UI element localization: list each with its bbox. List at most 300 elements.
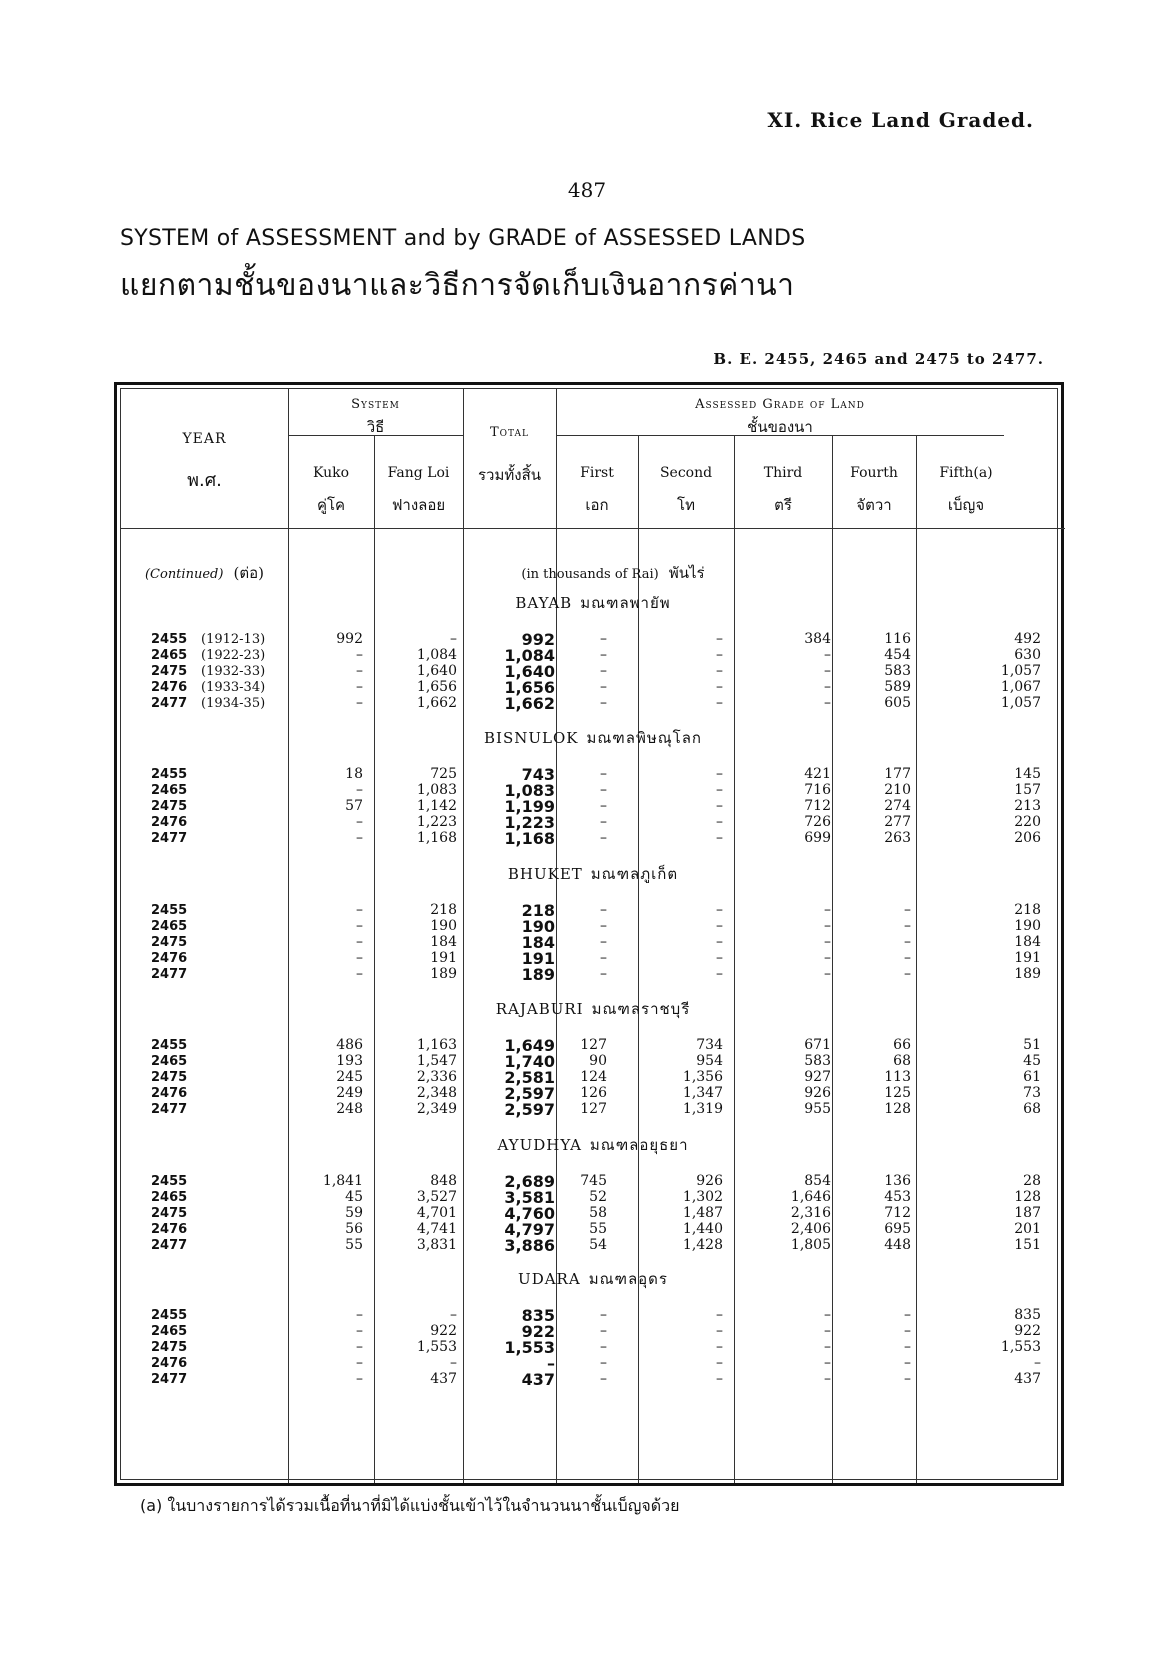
cell-fifth: 492 [1014, 631, 1041, 647]
cell-second: – [716, 647, 723, 663]
cell-fangloi: 437 [430, 1371, 457, 1387]
cell-second: 926 [696, 1173, 723, 1189]
cell-kuko: – [356, 695, 363, 711]
cell-year: 2475 [151, 1340, 188, 1355]
cell-first: 90 [589, 1053, 607, 1069]
table-row [121, 798, 1065, 815]
cell-fangloi: 1,163 [416, 1037, 457, 1053]
table-row [121, 631, 1065, 648]
region-name-en: BISNULOK [484, 729, 579, 747]
cell-kuko: 248 [336, 1101, 363, 1117]
cell-third: 926 [804, 1085, 831, 1101]
cell-fifth: 206 [1014, 830, 1041, 846]
region-name-thai: มณฑลอุดร [588, 1270, 668, 1288]
region-name-en: BHUKET [507, 865, 583, 883]
cell-third: 1,805 [790, 1237, 831, 1253]
cell-fangloi: 3,831 [416, 1237, 457, 1253]
cell-total: 1,649 [504, 1036, 555, 1055]
cell-second: – [716, 1307, 723, 1323]
cell-kuko: – [356, 918, 363, 934]
cell-total: 189 [521, 965, 555, 984]
cell-year: 2476 [151, 815, 188, 830]
unit-note-thai: พันไร่ [668, 564, 705, 582]
cell-third: – [824, 1323, 831, 1339]
region-name-thai: มณฑลพิษณุโลก [586, 729, 702, 747]
region-name-thai: มณฑลพายัพ [580, 594, 671, 612]
cell-fifth: 220 [1014, 814, 1041, 830]
region-name-en: BAYAB [515, 594, 573, 612]
cell-fifth: 437 [1014, 1371, 1041, 1387]
region-name [121, 591, 1065, 615]
cell-fifth: 922 [1014, 1323, 1041, 1339]
cell-year: 2477 [151, 831, 188, 846]
cell-year: 2465 [151, 648, 188, 663]
table-row [121, 1323, 1065, 1340]
cell-kuko: 249 [336, 1085, 363, 1101]
cell-kuko: 56 [345, 1221, 363, 1237]
page-number: 487 [567, 178, 607, 202]
cell-kuko: 992 [336, 631, 363, 647]
assessed-header: Assessed Grade of Land [695, 397, 865, 412]
cell-third: 583 [804, 1053, 831, 1069]
footnote: (a) ในบางรายการได้รวมเนื้อที่นาที่มิได้แบ่งชั้นเข้าไว้ในจำนวนนาชั้นเบ็ญจด้วย [140, 1496, 680, 1515]
cell-first: – [600, 663, 607, 679]
cell-first: – [600, 814, 607, 830]
second-header: Second [659, 465, 713, 481]
cell-year: 2477 [151, 696, 188, 711]
cell-second: – [716, 966, 723, 982]
cell-fifth: 151 [1014, 1237, 1041, 1253]
cell-kuko: – [356, 966, 363, 982]
table-row [121, 830, 1065, 847]
region-name-thai: มณฑลอยุธยา [589, 1136, 689, 1154]
cell-fifth: 190 [1014, 918, 1041, 934]
system-header: System [351, 397, 400, 412]
fifth-header: Fifth(a) [939, 465, 993, 481]
fangloi-header: Fang Loi [387, 465, 450, 481]
cell-first: – [600, 1355, 607, 1371]
cell-year: 2476 [151, 1086, 188, 1101]
cell-second: – [716, 830, 723, 846]
cell-fifth: 213 [1014, 798, 1041, 814]
cell-total: 1,740 [504, 1052, 555, 1071]
page-title-thai: แยกตามชั้นของนาและวิธีการจัดเก็บเงินอากรค่านา [120, 268, 795, 303]
table-row [121, 679, 1065, 696]
cell-fourth: – [904, 1323, 911, 1339]
cell-third: 1,646 [790, 1189, 831, 1205]
cell-fourth: 68 [893, 1053, 911, 1069]
fourth-header-thai: จัตวา [856, 496, 892, 514]
cell-first: – [600, 1307, 607, 1323]
cell-fourth: – [904, 950, 911, 966]
table-row [121, 782, 1065, 799]
cell-fifth: 1,057 [1000, 663, 1041, 679]
second-header-thai: โท [677, 496, 695, 514]
cell-fourth: 589 [884, 679, 911, 695]
unit-note-text: (in thousands of Rai) [521, 567, 659, 582]
table-row [121, 934, 1065, 951]
table-row [121, 1189, 1065, 1206]
header-rule [121, 528, 1065, 529]
table-body [120, 388, 1058, 1480]
table-row [121, 663, 1065, 680]
cell-fangloi: 1,553 [416, 1339, 457, 1355]
section-heading: XI. Rice Land Graded. [767, 108, 1034, 132]
cell-second: – [716, 766, 723, 782]
cell-fifth: 218 [1014, 902, 1041, 918]
cell-third: 712 [804, 798, 831, 814]
cell-fourth: – [904, 918, 911, 934]
cell-fangloi: 848 [430, 1173, 457, 1189]
cell-greg: (1934-35) [201, 696, 266, 711]
cell-fifth: 835 [1014, 1307, 1041, 1323]
cell-total: 1,084 [504, 646, 555, 665]
cell-third: 421 [804, 766, 831, 782]
kuko-header: Kuko [312, 465, 350, 481]
cell-kuko: – [356, 1339, 363, 1355]
cell-fangloi: 4,701 [416, 1205, 457, 1221]
cell-first: 745 [580, 1173, 607, 1189]
cell-fourth: – [904, 1307, 911, 1323]
cell-second: – [716, 782, 723, 798]
cell-year: 2475 [151, 935, 188, 950]
cell-fourth: 125 [884, 1085, 911, 1101]
cell-second: 1,428 [682, 1237, 723, 1253]
cell-year: 2455 [151, 1038, 188, 1053]
cell-greg: (1912-13) [201, 632, 266, 647]
cell-fifth: 1,067 [1000, 679, 1041, 695]
cell-first: – [600, 647, 607, 663]
cell-fourth: 263 [884, 830, 911, 846]
cell-fourth: – [904, 966, 911, 982]
cell-third: – [824, 679, 831, 695]
table-row [121, 1339, 1065, 1356]
cell-fifth: 189 [1014, 966, 1041, 982]
cell-fangloi: 1,547 [416, 1053, 457, 1069]
cell-second: – [716, 934, 723, 950]
cell-kuko: 55 [345, 1237, 363, 1253]
cell-total: 922 [521, 1322, 555, 1341]
cell-first: – [600, 1371, 607, 1387]
cell-total: 1,662 [504, 694, 555, 713]
cell-third: – [824, 966, 831, 982]
cell-fangloi: 4,741 [416, 1221, 457, 1237]
system-header-thai: วิธี [366, 418, 385, 436]
cell-fangloi: 922 [430, 1323, 457, 1339]
cell-fifth: 45 [1023, 1053, 1041, 1069]
page-title: SYSTEM of ASSESSMENT and by GRADE of ASSESSED LANDS [120, 226, 806, 251]
cell-fourth: – [904, 934, 911, 950]
cell-fourth: 454 [884, 647, 911, 663]
cell-year: 2476 [151, 951, 188, 966]
cell-fourth: 116 [884, 631, 911, 647]
continued-text-thai: (ต่อ) [233, 564, 265, 582]
cell-third: – [824, 918, 831, 934]
cell-first: – [600, 782, 607, 798]
table-row [121, 1237, 1065, 1254]
cell-fourth: – [904, 1371, 911, 1387]
cell-fifth: 1,553 [1000, 1339, 1041, 1355]
cell-fifth: 128 [1014, 1189, 1041, 1205]
table-row [121, 918, 1065, 935]
cell-fourth: 274 [884, 798, 911, 814]
cell-fangloi: 725 [430, 766, 457, 782]
year-header: YEAR [182, 431, 227, 447]
cell-total: 4,760 [504, 1204, 555, 1223]
cell-third: 716 [804, 782, 831, 798]
cell-second: 954 [696, 1053, 723, 1069]
cell-fangloi: 184 [430, 934, 457, 950]
cell-kuko: – [356, 663, 363, 679]
cell-total: 184 [521, 933, 555, 952]
cell-kuko: – [356, 1355, 363, 1371]
cell-total: 1,640 [504, 662, 555, 681]
cell-fifth: 201 [1014, 1221, 1041, 1237]
cell-first: 126 [580, 1085, 607, 1101]
cell-fifth: 191 [1014, 950, 1041, 966]
cell-year: 2476 [151, 1356, 188, 1371]
cell-kuko: – [356, 782, 363, 798]
cell-fourth: 448 [884, 1237, 911, 1253]
cell-total: 1,083 [504, 781, 555, 800]
cell-fangloi: 1,640 [416, 663, 457, 679]
cell-first: – [600, 934, 607, 950]
cell-second: – [716, 663, 723, 679]
table-row [121, 1173, 1065, 1190]
cell-fourth: 453 [884, 1189, 911, 1205]
cell-fourth: 66 [893, 1037, 911, 1053]
cell-kuko: – [356, 1371, 363, 1387]
cell-first: – [600, 766, 607, 782]
cell-fourth: 583 [884, 663, 911, 679]
table-row [121, 950, 1065, 967]
cell-total: 1,656 [504, 678, 555, 697]
region-name-en: AYUDHYA [497, 1136, 582, 1154]
cell-fangloi: 191 [430, 950, 457, 966]
cell-second: – [716, 798, 723, 814]
cell-first: 127 [580, 1101, 607, 1117]
cell-first: 127 [580, 1037, 607, 1053]
cell-first: – [600, 966, 607, 982]
cell-fifth: 184 [1014, 934, 1041, 950]
cell-third: 726 [804, 814, 831, 830]
cell-fangloi: 2,336 [416, 1069, 457, 1085]
cell-third: – [824, 1355, 831, 1371]
cell-fourth: 113 [884, 1069, 911, 1085]
table-row [121, 1355, 1065, 1372]
cell-kuko: – [356, 814, 363, 830]
cell-fangloi: 2,349 [416, 1101, 457, 1117]
cell-fifth: 630 [1014, 647, 1041, 663]
cell-fifth: 51 [1023, 1037, 1041, 1053]
cell-total: 2,689 [504, 1172, 555, 1191]
cell-kuko: – [356, 1307, 363, 1323]
cell-fangloi: 3,527 [416, 1189, 457, 1205]
cell-third: 2,316 [790, 1205, 831, 1221]
table-row [121, 1101, 1065, 1118]
table-row [121, 966, 1065, 983]
fangloi-header-thai: ฟางลอย [391, 496, 446, 514]
cell-first: – [600, 902, 607, 918]
cell-second: 1,356 [682, 1069, 723, 1085]
cell-year: 2477 [151, 1102, 188, 1117]
cell-kuko: 59 [345, 1205, 363, 1221]
region-name-thai: มณฑลภูเก็ต [590, 865, 679, 883]
cell-first: – [600, 1339, 607, 1355]
cell-total: 1,199 [504, 797, 555, 816]
cell-fangloi: 1,656 [416, 679, 457, 695]
cell-third: – [824, 902, 831, 918]
cell-fourth: 128 [884, 1101, 911, 1117]
cell-first: – [600, 1323, 607, 1339]
cell-fangloi: 218 [430, 902, 457, 918]
data-table [114, 382, 1064, 1486]
period-label: B. E. 2455, 2465 and 2475 to 2477. [713, 350, 1044, 368]
cell-year: 2477 [151, 1238, 188, 1253]
cell-year: 2465 [151, 1054, 188, 1069]
table-row [121, 1037, 1065, 1054]
total-header: Total [489, 425, 530, 440]
cell-second: 1,347 [682, 1085, 723, 1101]
cell-third: – [824, 1339, 831, 1355]
table-row [121, 1371, 1065, 1388]
cell-year: 2477 [151, 967, 188, 982]
cell-third: – [824, 950, 831, 966]
cell-second: 1,319 [682, 1101, 723, 1117]
cell-fangloi: 1,142 [416, 798, 457, 814]
cell-second: 1,440 [682, 1221, 723, 1237]
cell-kuko: 45 [345, 1189, 363, 1205]
region-name [121, 862, 1065, 886]
cell-year: 2475 [151, 1070, 188, 1085]
cell-year: 2477 [151, 1372, 188, 1387]
cell-fangloi: 1,168 [416, 830, 457, 846]
continued-text: (Continued) [144, 567, 224, 582]
cell-total: 1,168 [504, 829, 555, 848]
table-row [121, 1085, 1065, 1102]
cell-year: 2455 [151, 1174, 188, 1189]
cell-total: 437 [521, 1370, 555, 1389]
cell-first: – [600, 950, 607, 966]
cell-first: – [600, 679, 607, 695]
cell-fifth: 157 [1014, 782, 1041, 798]
region-name [121, 997, 1065, 1021]
cell-third: – [824, 663, 831, 679]
cell-year: 2455 [151, 767, 188, 782]
cell-fangloi: – [450, 1355, 457, 1371]
cell-total: 2,597 [504, 1100, 555, 1119]
cell-fourth: 136 [884, 1173, 911, 1189]
cell-fangloi: 1,223 [416, 814, 457, 830]
cell-fifth: 73 [1023, 1085, 1041, 1101]
cell-total: 2,581 [504, 1068, 555, 1087]
cell-greg: (1932-33) [201, 664, 266, 679]
cell-kuko: 1,841 [322, 1173, 363, 1189]
cell-second: – [716, 1355, 723, 1371]
cell-year: 2455 [151, 632, 188, 647]
cell-kuko: 57 [345, 798, 363, 814]
cell-second: – [716, 1323, 723, 1339]
cell-kuko: – [356, 1323, 363, 1339]
cell-first: 124 [580, 1069, 607, 1085]
cell-kuko: 486 [336, 1037, 363, 1053]
cell-fangloi: 1,083 [416, 782, 457, 798]
cell-year: 2475 [151, 1206, 188, 1221]
cell-fangloi: 190 [430, 918, 457, 934]
region-name-en: RAJABURI [495, 1000, 584, 1018]
cell-kuko: 18 [345, 766, 363, 782]
cell-first: 54 [589, 1237, 607, 1253]
cell-fourth: 277 [884, 814, 911, 830]
cell-year: 2475 [151, 799, 188, 814]
region-name [121, 1133, 1065, 1157]
cell-third: – [824, 1307, 831, 1323]
cell-year: 2465 [151, 783, 188, 798]
cell-total: 4,797 [504, 1220, 555, 1239]
cell-fourth: – [904, 902, 911, 918]
cell-total: 191 [521, 949, 555, 968]
cell-first: 52 [589, 1189, 607, 1205]
cell-total: – [547, 1354, 555, 1373]
kuko-header-thai: คู่โค [316, 496, 346, 514]
cell-second: – [716, 1339, 723, 1355]
cell-second: 734 [696, 1037, 723, 1053]
cell-first: – [600, 695, 607, 711]
unit-note [463, 561, 763, 585]
region-name [121, 1267, 1065, 1291]
cell-second: 1,302 [682, 1189, 723, 1205]
cell-third: – [824, 934, 831, 950]
cell-third: – [824, 695, 831, 711]
cell-total: 3,886 [504, 1236, 555, 1255]
region-name-en: UDARA [518, 1270, 581, 1288]
cell-second: – [716, 695, 723, 711]
cell-kuko: 193 [336, 1053, 363, 1069]
cell-second: – [716, 950, 723, 966]
cell-fifth: 187 [1014, 1205, 1041, 1221]
table-row [121, 647, 1065, 664]
region-name-thai: มณฑลราชบุรี [591, 1000, 691, 1018]
cell-third: – [824, 1371, 831, 1387]
cell-third: 671 [804, 1037, 831, 1053]
cell-fangloi: 1,662 [416, 695, 457, 711]
cell-third: 699 [804, 830, 831, 846]
first-header-thai: เอก [585, 496, 609, 514]
total-header-thai: รวมทั้งสิ้น [478, 466, 541, 484]
third-header: Third [763, 465, 803, 481]
cell-first: – [600, 631, 607, 647]
cell-year: 2476 [151, 1222, 188, 1237]
region-name [121, 726, 1065, 750]
cell-fifth: 61 [1023, 1069, 1041, 1085]
cell-first: – [600, 830, 607, 846]
cell-fourth: – [904, 1355, 911, 1371]
cell-year: 2465 [151, 1190, 188, 1205]
cell-third: 955 [804, 1101, 831, 1117]
cell-third: 927 [804, 1069, 831, 1085]
cell-fangloi: – [450, 631, 457, 647]
cell-third: 384 [804, 631, 831, 647]
cell-second: – [716, 814, 723, 830]
cell-first: 58 [589, 1205, 607, 1221]
fifth-header-thai: เบ็ญจ [947, 496, 985, 514]
cell-first: – [600, 798, 607, 814]
table-row [121, 814, 1065, 831]
cell-total: 2,597 [504, 1084, 555, 1103]
cell-kuko: – [356, 950, 363, 966]
cell-kuko: – [356, 902, 363, 918]
cell-fangloi: 1,084 [416, 647, 457, 663]
